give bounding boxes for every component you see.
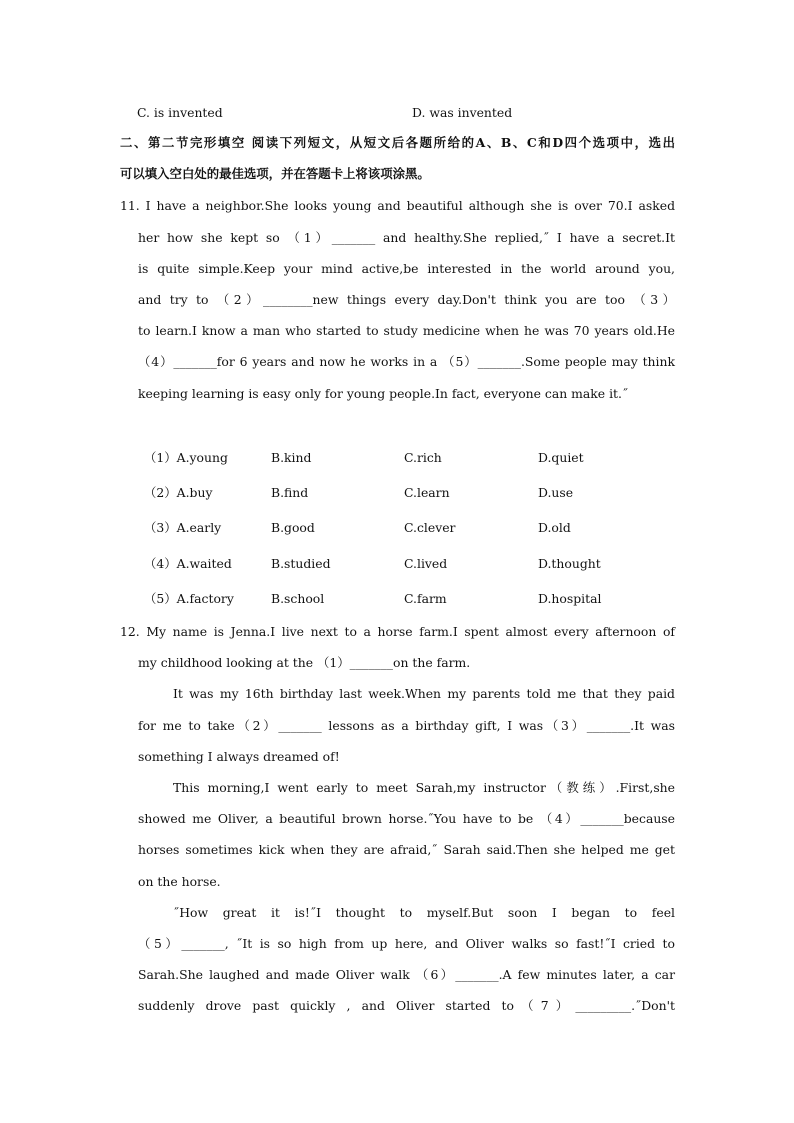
option-cell: B.kind <box>271 450 312 465</box>
q11-passage-line: to learn.I know a man who started to study medicine when he was 70 years old.He <box>138 323 675 338</box>
q12-passage-line: （5）_______, ˝It is so high from up here, and Oliver walks so fast!˝I cried to <box>138 936 675 951</box>
option-cell: （3）A.early <box>144 520 222 535</box>
q11-passage-line: 11. I have a neighbor.She looks young and beautiful although she is over 70.I asked <box>120 198 675 213</box>
section-instruction-line-2: 可以填入空白处的最佳选项，并在答题卡上将该项涂黑。 <box>120 166 430 181</box>
q12-passage-line: ˝How great it is!˝I thought to myself.But soon I began to feel <box>173 905 675 920</box>
q12-passage-line: for me to take（2）_______ lessons as a birthday gift, I was（3）_______.It was <box>138 718 675 733</box>
option-cell: D.quiet <box>538 450 584 465</box>
q11-passage-line: is quite simple.Keep your mind active,be interested in the world around you, <box>138 261 675 276</box>
option-cell: B.good <box>271 520 315 535</box>
q11-passage-line: （4）_______for 6 years and now he works in a （5）_______.Some people may think <box>138 354 675 369</box>
q12-passage-line: my childhood looking at the （1）_______on the farm. <box>138 655 471 670</box>
option-cell: D.hospital <box>538 591 602 606</box>
q12-passage-line: suddenly drove past quickly , and Oliver started to（7）_________.˝Don't <box>138 998 675 1013</box>
q12-passage-line: something I always dreamed of! <box>138 749 340 764</box>
section-instruction-line-1: 二、第二节完形填空 阅读下列短文，从短文后各题所给的A、B、C和D四个选项中，选出 <box>120 135 675 150</box>
option-cell: C.learn <box>404 485 450 500</box>
q12-passage-line: showed me Oliver, a beautiful brown horse.˝You have to be （4）_______because <box>138 811 675 826</box>
option-cell: （4）A.waited <box>144 556 232 571</box>
option-d-previous: D. was invented <box>412 105 513 120</box>
q12-passage-line: This morning,I went early to meet Sarah,my instructor（教练）.First,she <box>173 780 675 795</box>
option-cell: D.use <box>538 485 574 500</box>
q11-passage-line: keeping learning is easy only for young people.In fact, everyone can make it.˝ <box>138 386 629 401</box>
option-cell: （2）A.buy <box>144 485 213 500</box>
q11-passage-line: her how she kept so （1）_______ and healthy.She replied,˝ I have a secret.It <box>138 230 675 245</box>
q12-passage-line: It was my 16th birthday last week.When my parents told me that they paid <box>173 686 675 701</box>
option-cell: D.old <box>538 520 571 535</box>
q11-passage-line: and try to （2）________new things every day.Don't think you are too （3） <box>138 292 675 307</box>
option-cell: D.thought <box>538 556 601 571</box>
option-c-previous: C. is invented <box>137 105 223 120</box>
option-cell: （1）A.young <box>144 450 228 465</box>
option-cell: B.find <box>271 485 309 500</box>
q12-passage-line: Sarah.She laughed and made Oliver walk （6）_______.A few minutes later, a car <box>138 967 675 982</box>
option-cell: C.farm <box>404 591 447 606</box>
option-cell: （5）A.factory <box>144 591 234 606</box>
option-cell: C.lived <box>404 556 448 571</box>
q12-passage-line: 12. My name is Jenna.I live next to a horse farm.I spent almost every afternoon of <box>120 624 675 639</box>
q12-passage-line: on the horse. <box>138 874 221 889</box>
q12-passage-line: horses sometimes kick when they are afraid,˝ Sarah said.Then she helped me get <box>138 842 675 857</box>
option-cell: B.school <box>271 591 325 606</box>
option-cell: C.clever <box>404 520 456 535</box>
option-cell: C.rich <box>404 450 442 465</box>
option-cell: B.studied <box>271 556 331 571</box>
